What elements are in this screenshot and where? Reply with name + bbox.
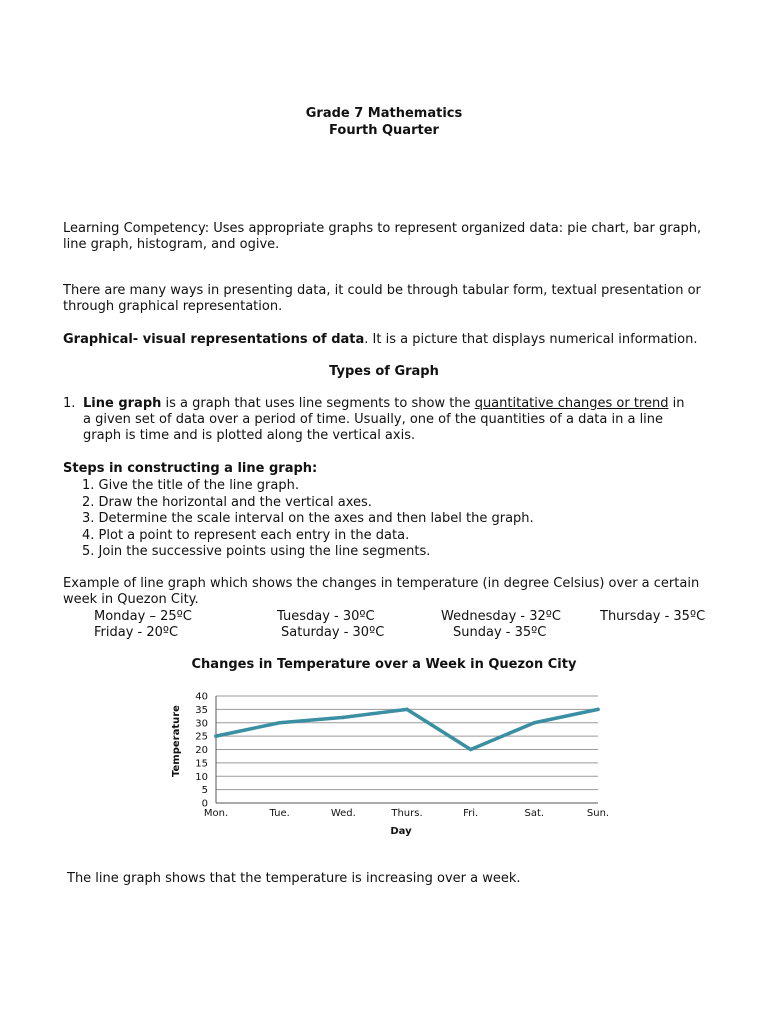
underlined-phrase: quantitative changes or trend [474,396,669,411]
temp-saturday: Saturday - 30ºC [281,625,385,640]
temp-monday: Monday – 25ºC [94,609,192,624]
learning-competency: Learning Competency: Uses appropriate graphs to represent organized data: pie chart, bar graph, line graph, histogram, and ogive. [63,221,702,252]
y-tick-label: 0 [201,798,208,810]
y-tick-label: 30 [195,718,208,730]
x-axis-label: Day [390,826,412,837]
line-chart [160,685,620,845]
y-tick-label: 5 [201,785,208,797]
example-text: Example of line graph which shows the changes in temperature (in degree Celsius) over a certain week in Quezon City. [63,576,700,607]
steps-heading: Steps in constructing a line graph: [63,461,318,476]
intro-paragraph: There are many ways in presenting data, it could be through tabular form, textual presentation or through graphical representation. [63,283,701,314]
doc-title: Grade 7 Mathematics [305,106,463,121]
data-point [533,721,537,725]
line-graph-definition [83,396,688,444]
y-tick-label: 40 [195,691,208,703]
list-number: 1. [63,396,76,411]
line-graph-term: Line graph [83,396,162,411]
data-point [469,748,473,752]
temp-sunday: Sunday - 35ºC [453,625,547,640]
x-tick-label: Tue. [269,808,290,819]
chart-grid [216,696,598,803]
graphical-term: Graphical- visual representations of data [63,332,365,347]
y-tick-label: 10 [195,771,208,783]
y-tick-label: 35 [195,704,208,716]
graphical-definition [63,332,703,348]
y-tick-label: 20 [195,745,208,756]
step-item: 5. Join the successive points using the line segments. [82,544,431,559]
data-point [278,721,282,725]
data-point [405,708,409,712]
step-item: 2. Draw the horizontal and the vertical axes. [82,494,372,510]
conclusion: The line graph shows that the temperature is increasing over a week. [67,871,521,886]
y-tick-label: 15 [195,758,208,770]
temp-friday: Friday - 20ºC [94,625,179,640]
graphical-text: . It is a picture that displays numerical information. [364,332,698,347]
steps-list [82,478,534,561]
types-heading: Types of Graph [329,364,439,379]
x-tick-label: Sun. [586,808,610,819]
x-tick-label: Wed. [330,808,356,819]
data-point [596,708,600,712]
data-point [342,716,346,720]
step-item: 1. Give the title of the line graph. [82,478,299,493]
y-axis-label: Temperature [171,705,182,777]
x-tick-labels [204,808,609,819]
data-point [214,734,218,738]
chart-title: Changes in Temperature over a Week in Quezon City [191,657,577,672]
temperature-line [216,709,598,749]
line-graph-text-2: in a given set of data over a period of time. Usually, one of the quantities of a data in a line graph is time and is plotted along the vertical axis. [83,396,685,443]
y-tick-label: 25 [195,731,208,743]
temp-thursday: Thursday - 35ºC [600,609,706,624]
temp-tuesday: Tuesday - 30ºC [277,609,375,624]
x-tick-label: Mon. [203,808,229,819]
step-item: 4. Plot a point to represent each entry in the data. [82,527,410,543]
x-tick-label: Thurs. [391,808,423,819]
step-item: 3. Determine the scale interval on the axes and then label the graph. [82,511,534,526]
x-tick-label: Fri. [463,808,479,819]
x-tick-label: Sat. [524,808,545,819]
data-points [214,708,600,752]
temp-wednesday: Wednesday - 32ºC [441,609,561,624]
line-graph-text: is a graph that uses line segments to show the [161,396,475,411]
y-tick-labels [195,692,208,810]
doc-subtitle: Fourth Quarter [329,123,439,138]
